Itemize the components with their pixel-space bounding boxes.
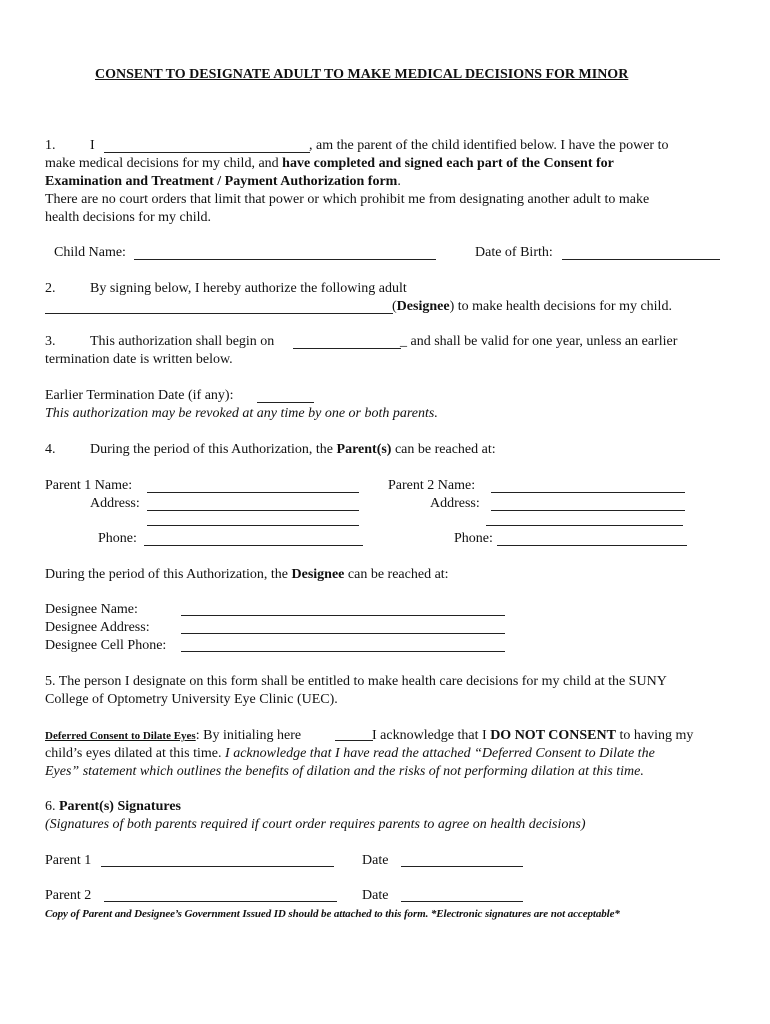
section-1-line-4: There are no court orders that limit that power or which prohibit me from designating another adult to make xyxy=(45,192,650,207)
designee-address-label: Designee Address: xyxy=(45,620,150,635)
parent-2-address-blank-2[interactable] xyxy=(486,525,683,526)
parent-1-name-label: Parent 1 Name: xyxy=(45,478,133,493)
deferred-consent-line-3: Eyes” statement which outlines the benefits of dilation and the risks of not performing dilation at this time. xyxy=(45,764,644,779)
parent-1-address-label: Address: xyxy=(90,496,140,511)
deferred-consent-line-1b: I acknowledge that I DO NOT CONSENT to having my xyxy=(372,728,694,743)
parent-2-address-label: Address: xyxy=(430,496,480,511)
section-5-line-1: 5. The person I designate on this form shall be entitled to make health care decisions for my child at the SUNY xyxy=(45,674,667,689)
date-of-birth-label: Date of Birth: xyxy=(475,245,553,260)
parent-2-name-blank[interactable] xyxy=(491,492,685,493)
designee-cell-label: Designee Cell Phone: xyxy=(45,638,167,653)
designee-name-label: Designee Name: xyxy=(45,602,138,617)
parent-2-date-label: Date xyxy=(362,888,389,903)
section-1-line-1: , am the parent of the child identified below. I have the power to xyxy=(309,138,669,153)
section-1-line-5: health decisions for my child. xyxy=(45,210,212,225)
section-3-text-a: This authorization shall begin on xyxy=(90,334,275,349)
revocation-note: This authorization may be revoked at any time by one or both parents. xyxy=(45,406,438,421)
section-6-heading: 6. Parent(s) Signatures xyxy=(45,799,181,814)
section-2-line-1: By signing below, I hereby authorize the following adult xyxy=(90,281,407,296)
designee-reach-text: During the period of this Authorization, the Designee can be reached at: xyxy=(45,567,449,582)
parent-1-address-blank[interactable] xyxy=(147,510,359,511)
child-name-blank[interactable] xyxy=(134,259,436,260)
parent-2-date-blank[interactable] xyxy=(401,901,523,902)
section-1-line-2: make medical decisions for my child, and have completed and signed each part of the Consent for xyxy=(45,156,614,171)
section-3-text-b: _ and shall be valid for one year, unless an earlier xyxy=(400,334,678,349)
section-1-i: I xyxy=(90,138,95,153)
parent-2-phone-blank[interactable] xyxy=(497,545,687,546)
parent-2-name-label: Parent 2 Name: xyxy=(388,478,476,493)
parent-1-phone-label: Phone: xyxy=(98,531,137,546)
parent-2-signature-blank[interactable] xyxy=(104,901,337,902)
footer-note: Copy of Parent and Designee’s Government Issued ID should be attached to this form. *Electronic signatures are not acceptable* xyxy=(45,908,620,920)
parent-1-address-blank-2[interactable] xyxy=(147,525,359,526)
section-6-note: (Signatures of both parents required if court order requires parents to agree on health decisions) xyxy=(45,817,586,832)
parent-1-signature-blank[interactable] xyxy=(101,866,334,867)
parent-2-signature-label: Parent 2 xyxy=(45,888,92,903)
parent-1-date-label: Date xyxy=(362,853,389,868)
document-title: CONSENT TO DESIGNATE ADULT TO MAKE MEDICAL DECISIONS FOR MINOR xyxy=(95,67,629,82)
designee-cell-blank[interactable] xyxy=(181,651,505,652)
section-4-number: 4. xyxy=(45,442,56,457)
section-1-line-3: Examination and Treatment / Payment Authorization form. xyxy=(45,174,401,189)
termination-date-label: Earlier Termination Date (if any): xyxy=(45,388,234,403)
parent-name-blank[interactable] xyxy=(104,152,310,153)
section-3-line-2: termination date is written below. xyxy=(45,352,233,367)
termination-date-blank[interactable] xyxy=(257,402,314,403)
parent-2-phone-label: Phone: xyxy=(454,531,493,546)
section-1-number: 1. xyxy=(45,138,56,153)
child-name-label: Child Name: xyxy=(54,245,126,260)
start-date-blank[interactable] xyxy=(293,348,401,349)
designee-blank[interactable] xyxy=(45,313,393,314)
parent-1-signature-label: Parent 1 xyxy=(45,853,92,868)
parent-2-address-blank[interactable] xyxy=(491,510,685,511)
parent-1-date-blank[interactable] xyxy=(401,866,523,867)
deferred-consent-line-1: Deferred Consent to Dilate Eyes: By initialing here xyxy=(45,728,302,743)
section-3-number: 3. xyxy=(45,334,56,349)
designee-address-blank[interactable] xyxy=(181,633,505,634)
parent-1-name-blank[interactable] xyxy=(147,492,359,493)
section-2-line-2: (Designee) to make health decisions for my child. xyxy=(392,299,672,314)
section-2-number: 2. xyxy=(45,281,56,296)
initial-blank[interactable] xyxy=(335,740,373,741)
section-4-text: During the period of this Authorization, the Parent(s) can be reached at: xyxy=(90,442,496,457)
section-5-line-2: College of Optometry University Eye Clinic (UEC). xyxy=(45,692,338,707)
parent-1-phone-blank[interactable] xyxy=(144,545,363,546)
deferred-consent-line-2: child’s eyes dilated at this time. I acknowledge that I have read the attached “Deferred Consent to Dilate the xyxy=(45,746,655,761)
designee-name-blank[interactable] xyxy=(181,615,505,616)
date-of-birth-blank[interactable] xyxy=(562,259,720,260)
